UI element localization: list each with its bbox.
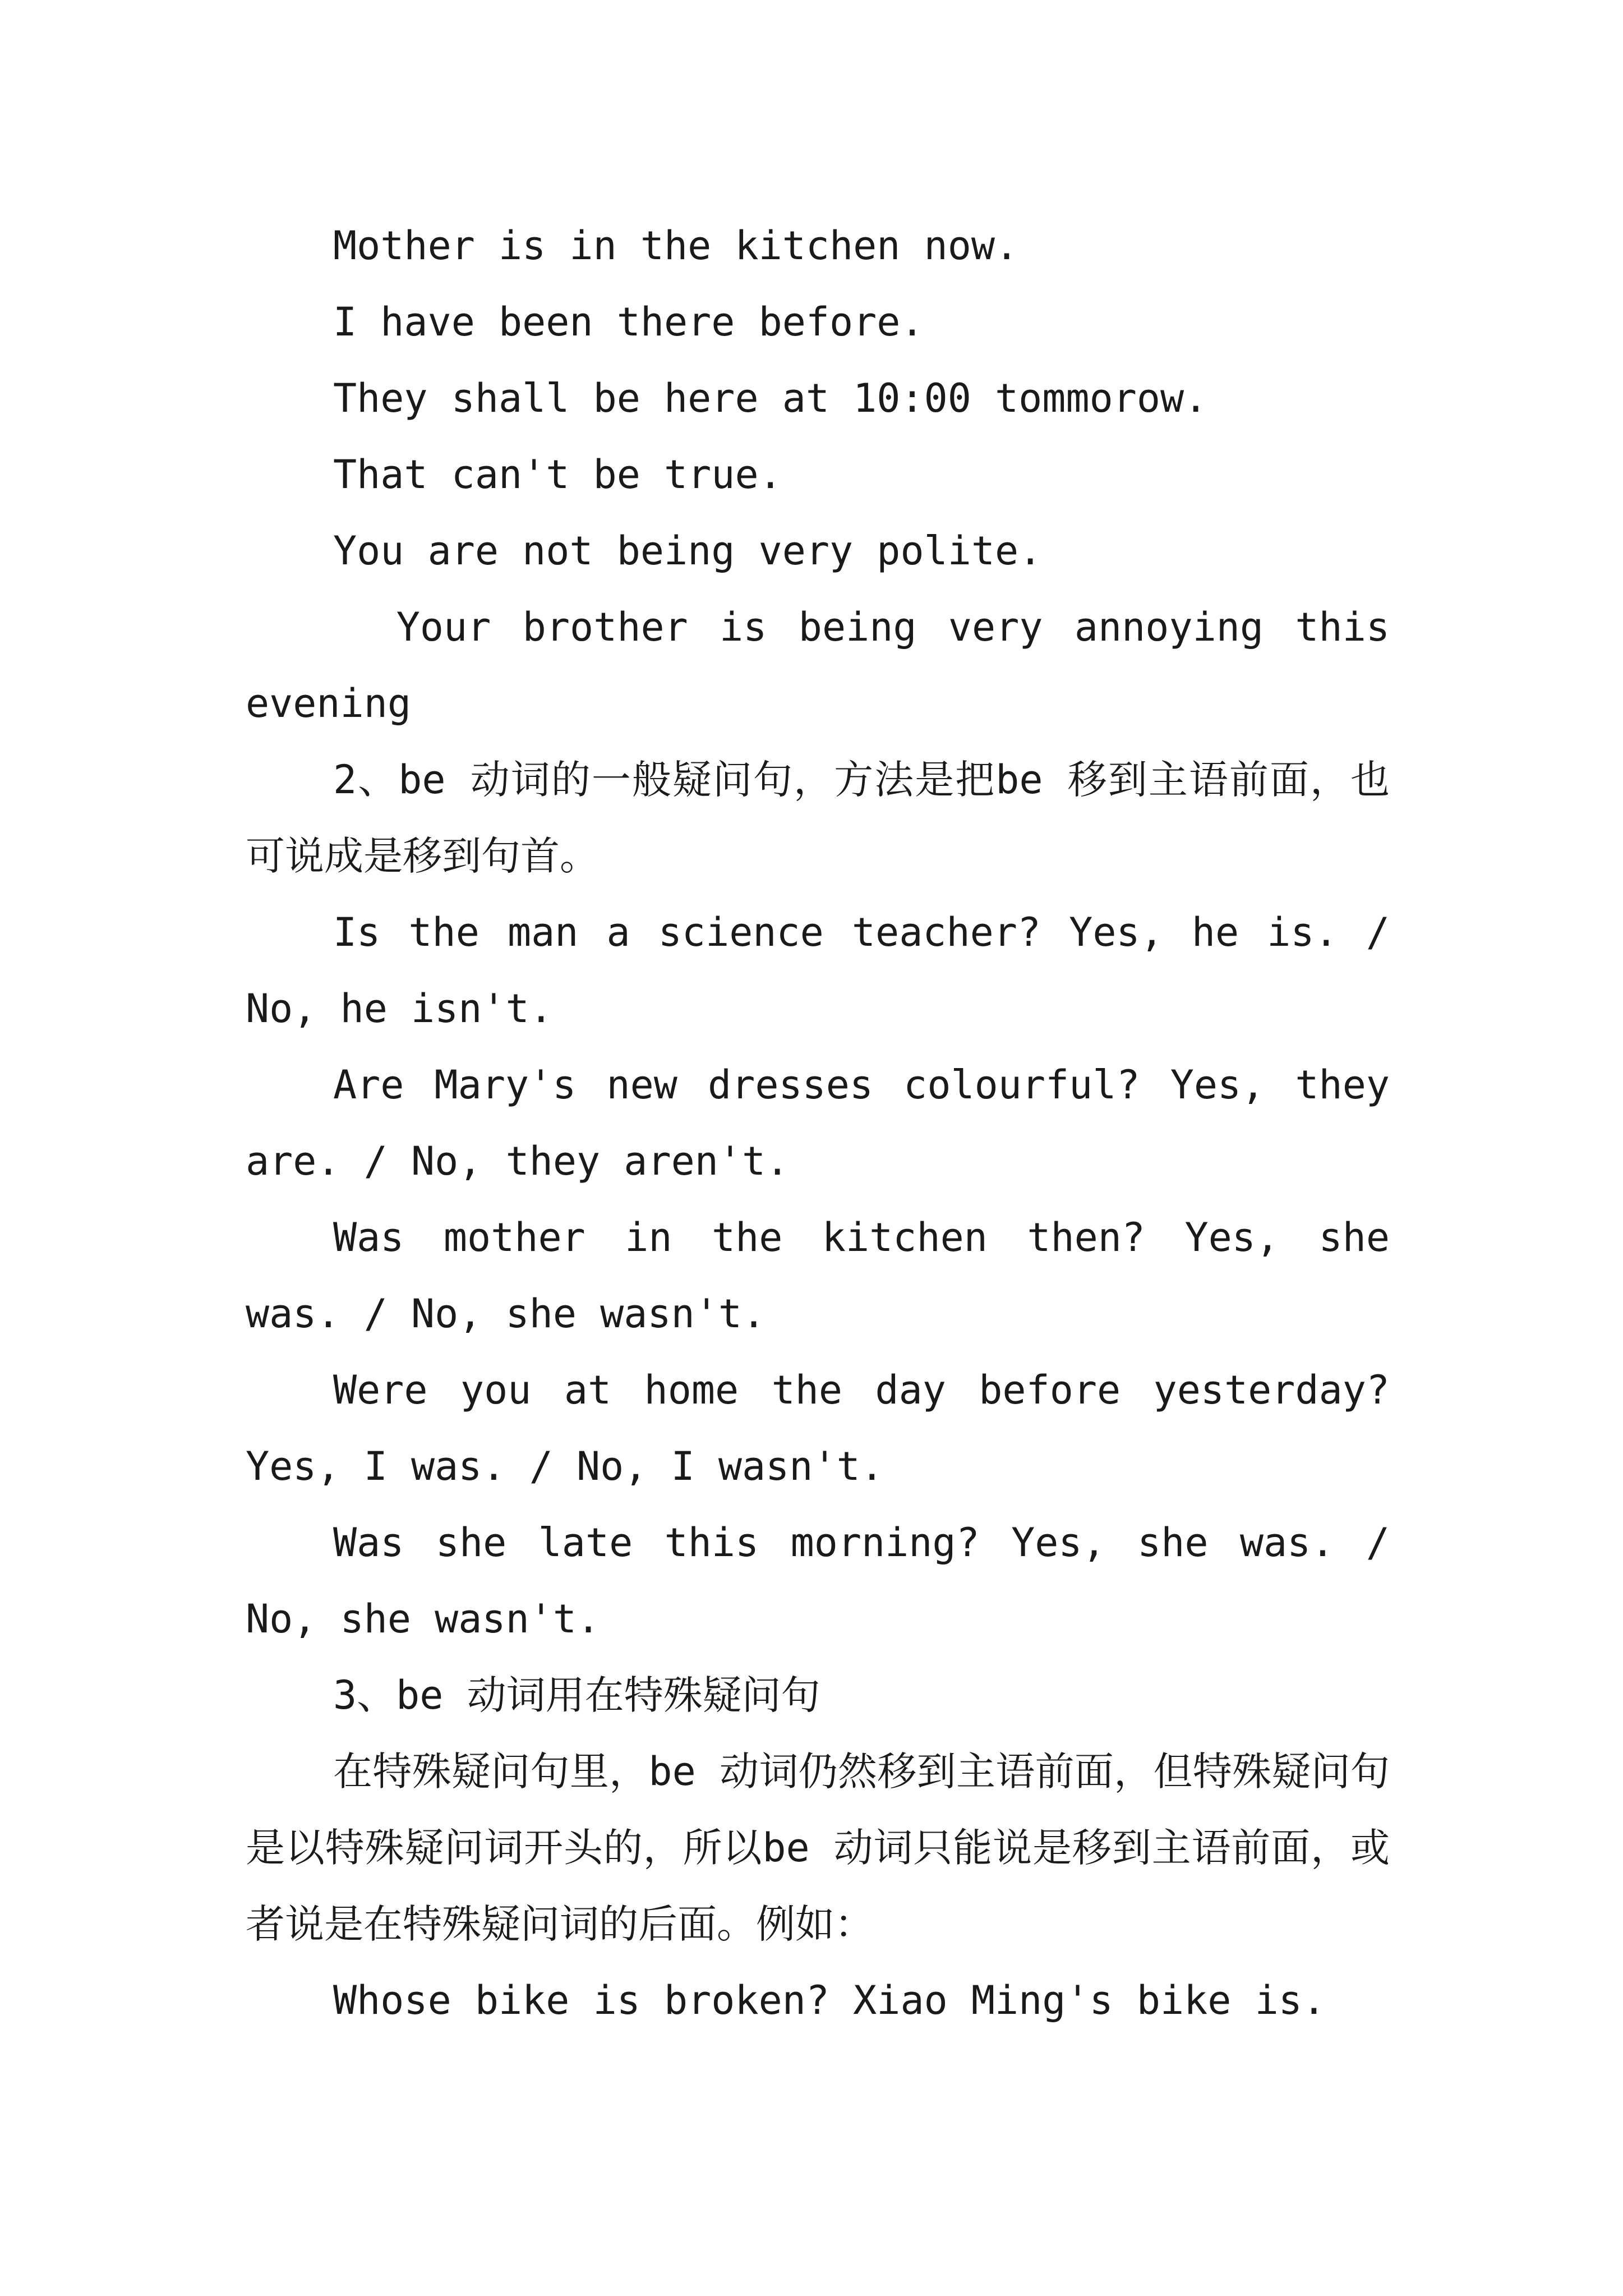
paragraph-14: 在特殊疑问句里，be 动词仍然移到主语前面，但特殊疑问句是以特殊疑问词开头的，所以be 动词只能说是移到主语前面，或者说是在特殊疑问词的后面。例如： xyxy=(246,1749,1390,1947)
document-body xyxy=(246,208,1414,2039)
paragraph-5: You are not being very polite. xyxy=(333,528,1043,574)
paragraph-2: I have been there before. xyxy=(333,299,924,345)
paragraph-4: That can't be true. xyxy=(333,452,782,498)
paragraph-12: Was she late this morning? Yes, she was. / No, she wasn't. xyxy=(246,1520,1390,1642)
paragraph-10: Was mother in the kitchen then? Yes, she was. / No, she wasn't. xyxy=(246,1214,1390,1337)
paragraph-7: 2、be 动词的一般疑问句，方法是把be 移到主语前面，也可说成是移到句首。 xyxy=(246,757,1390,879)
paragraph-13: 3、be 动词用在特殊疑问句 xyxy=(333,1672,820,1718)
paragraph-9: Are Mary's new dresses colourful? Yes, they are. / No, they aren't. xyxy=(246,1062,1390,1184)
paragraph-6: Your brother is being very annoying this evening xyxy=(246,604,1414,726)
paragraph-11: Were you at home the day before yesterday? Yes, I was. / No, I wasn't. xyxy=(246,1367,1390,1489)
paragraph-15: Whose bike is broken? Xiao Ming's bike is. xyxy=(333,1977,1326,2023)
paragraph-8: Is the man a science teacher? Yes, he is. / No, he isn't. xyxy=(246,909,1390,1032)
paragraph-3: They shall be here at 10:00 tommorow. xyxy=(333,375,1208,421)
paragraph-1: Mother is in the kitchen now. xyxy=(333,223,1019,269)
